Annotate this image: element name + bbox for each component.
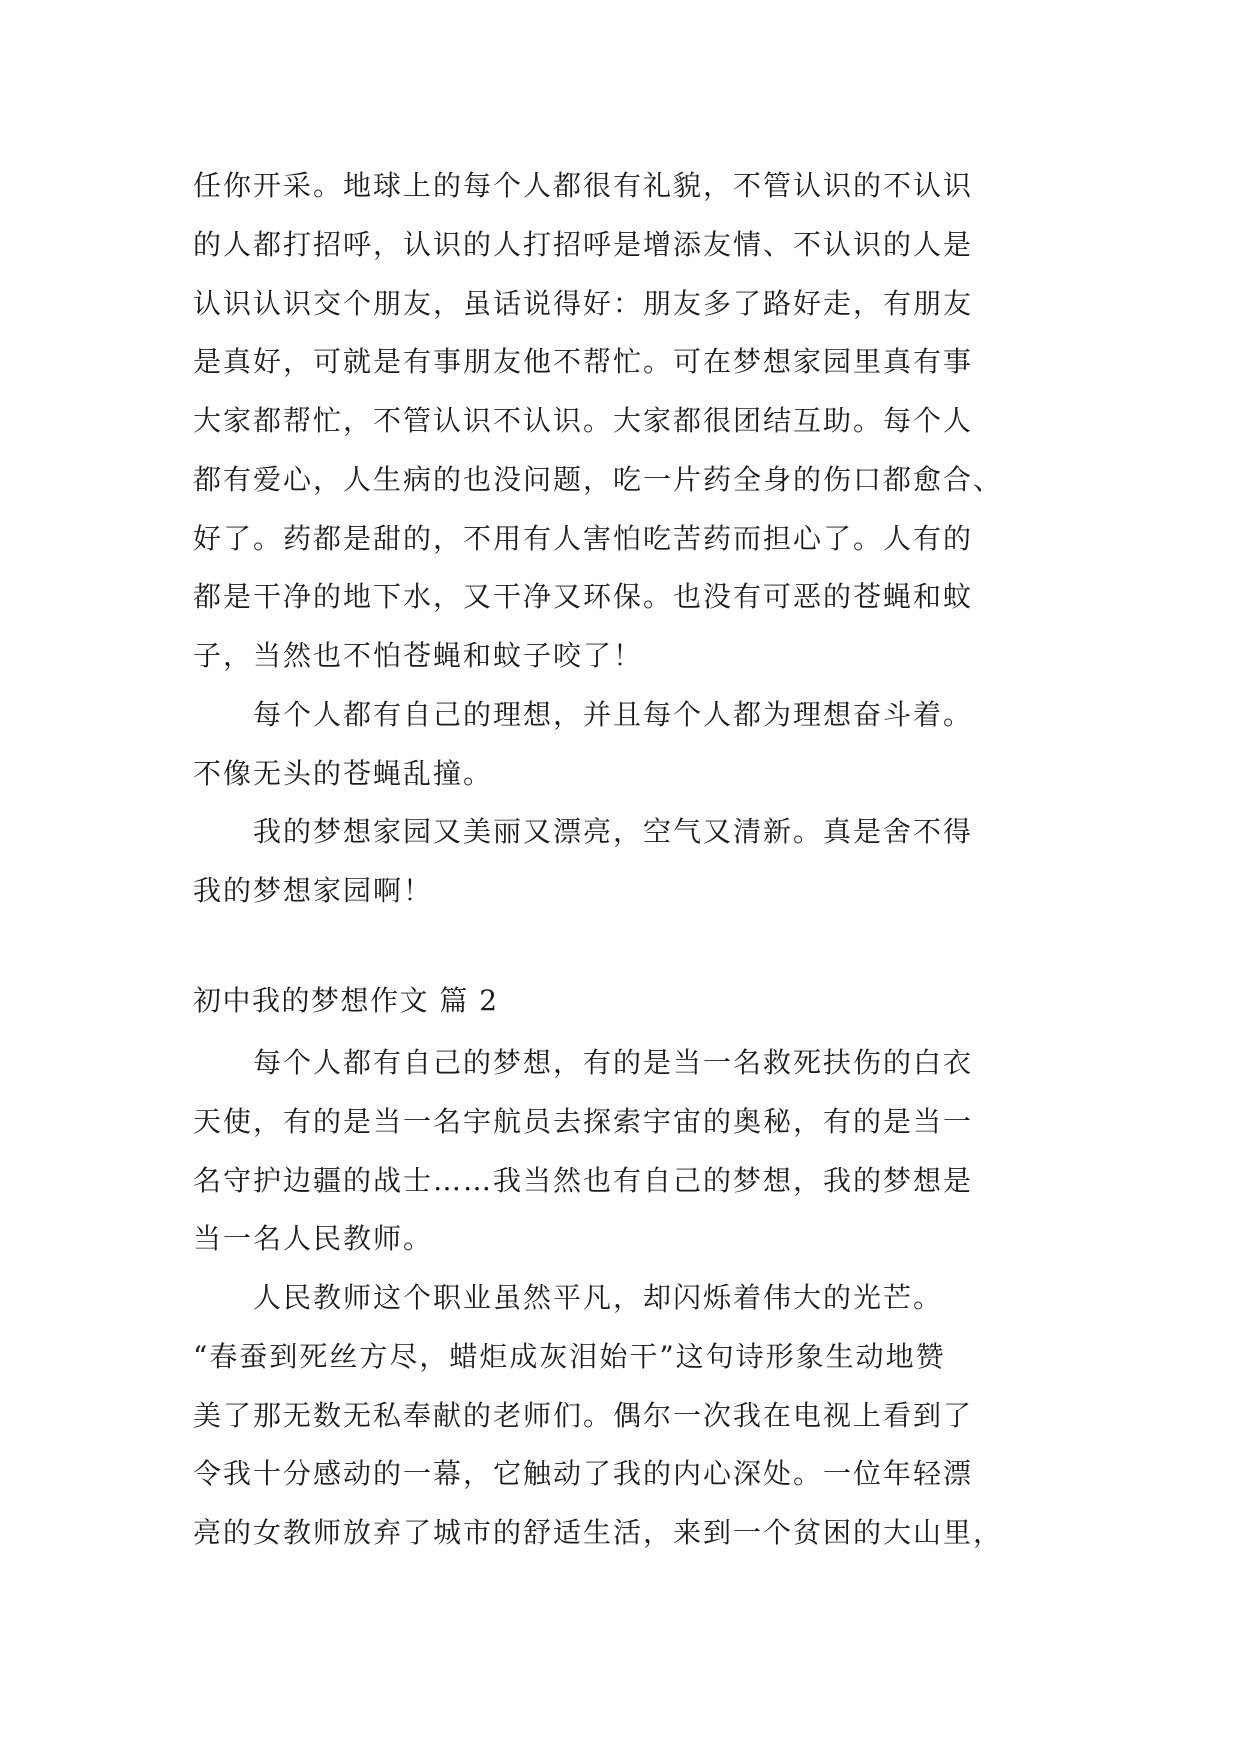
paragraph-line: 任你开采。地球上的每个人都很有礼貌，不管认识的不认识 xyxy=(193,169,974,202)
paragraph-line: 天使，有的是当一名宇航员去探索宇宙的奥秘，有的是当一 xyxy=(193,1105,974,1138)
paragraph-line: 子，当然也不怕苍蝇和蚊子咬了！ xyxy=(193,639,644,672)
paragraph-line: 人民教师这个职业虽然平凡，却闪烁着伟大的光芒。 xyxy=(253,1281,944,1314)
paragraph-line: 每个人都有自己的理想，并且每个人都为理想奋斗着。 xyxy=(253,698,974,731)
paragraph-line: 大家都帮忙，不管认识不认识。大家都很团结互助。每个人 xyxy=(193,404,974,437)
paragraph-line: 令我十分感动的一幕，它触动了我的内心深处。一位年轻漂 xyxy=(193,1457,974,1490)
paragraph-line: 我的梦想家园啊！ xyxy=(193,874,434,907)
paragraph-line: 当一名人民教师。 xyxy=(193,1222,434,1255)
paragraph-line: 美了那无数无私奉献的老师们。偶尔一次我在电视上看到了 xyxy=(193,1399,974,1432)
paragraph-line: 的人都打招呼，认识的人打招呼是增添友情、不认识的人是 xyxy=(193,228,974,261)
paragraph-line: 认识认识交个朋友，虽话说得好：朋友多了路好走，有朋友 xyxy=(193,287,974,320)
paragraph-line: 好了。药都是甜的，不用有人害怕吃苦药而担心了。人有的 xyxy=(193,522,974,555)
paragraph-line: 名守护边疆的战士……我当然也有自己的梦想，我的梦想是 xyxy=(193,1164,974,1197)
paragraph-line: 亮的女教师放弃了城市的舒适生活，来到一个贫困的大山里， xyxy=(193,1516,1004,1549)
paragraph-line: 都是干净的地下水，又干净又环保。也没有可恶的苍蝇和蚊 xyxy=(193,580,974,613)
paragraph-line: 是真好，可就是有事朋友他不帮忙。可在梦想家园里真有事 xyxy=(193,345,974,378)
paragraph-line: 都有爱心，人生病的也没问题，吃一片药全身的伤口都愈合、 xyxy=(193,463,1004,496)
section-heading: 初中我的梦想作文 篇 2 xyxy=(193,984,499,1017)
paragraph-line: 我的梦想家园又美丽又漂亮，空气又清新。真是舍不得 xyxy=(253,815,974,848)
paragraph-line: “春蚕到死丝方尽，蜡炬成灰泪始干”这句诗形象生动地赞 xyxy=(193,1340,946,1373)
paragraph-line: 不像无头的苍蝇乱撞。 xyxy=(193,757,494,790)
paragraph-line: 每个人都有自己的梦想，有的是当一名救死扶伤的白衣 xyxy=(253,1046,974,1079)
